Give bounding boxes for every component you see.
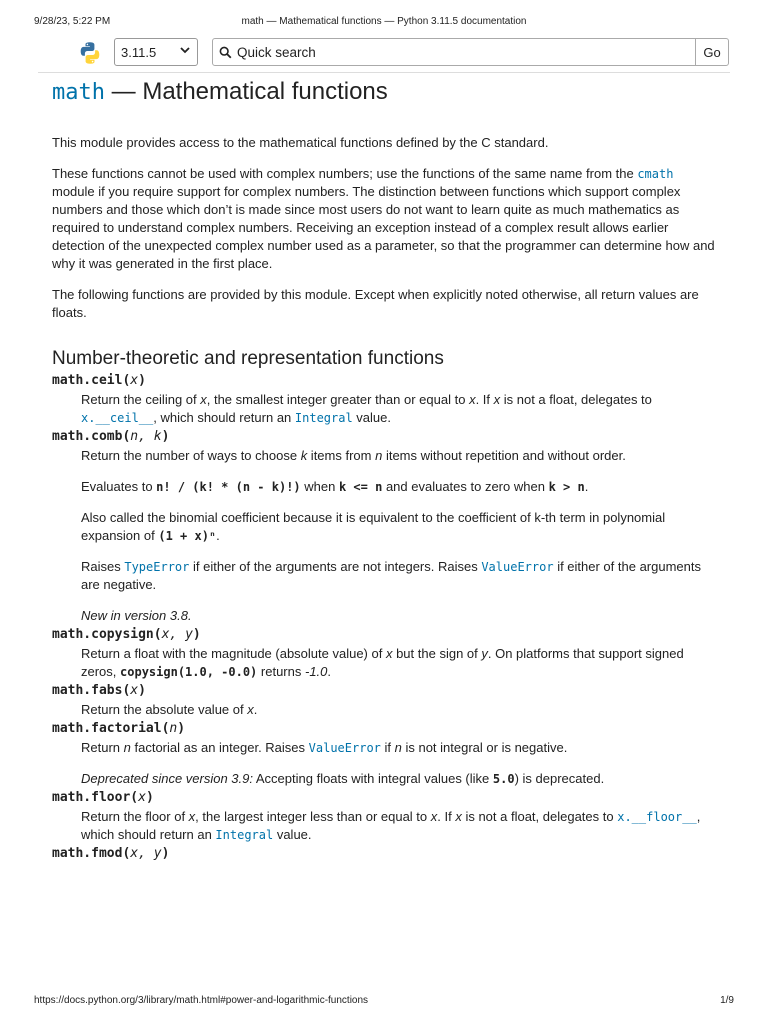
version-select-value: 3.11.5 [121, 45, 157, 60]
signature-fmod: math.fmod(x, y) [52, 846, 170, 861]
go-button[interactable]: Go [695, 38, 729, 66]
python-logo-icon[interactable] [78, 41, 102, 65]
comb-paragraph-3: Also called the binomial coefficient because it is equivalent to the coefficient of k-th term in polynomial expansion of (1 + x)ⁿ. [81, 510, 666, 543]
print-page-number: 1/9 [720, 995, 734, 1006]
main-content [52, 76, 718, 864]
signature-copysign: math.copysign(x, y) [52, 627, 201, 642]
function-floor [52, 788, 718, 844]
section-title: Number-theoretic and representation functions [52, 348, 444, 369]
page-title [52, 76, 718, 109]
factorial-deprecation-note: Deprecated since version 3.9: Accepting floats with integral values (like 5.0) is deprecated. [81, 771, 605, 786]
description-ceil: Return the ceiling of x, the smallest integer greater than or equal to x. If x is not a float, delegates to x.__ceil__, which should return an Integral value. [81, 392, 652, 425]
ceil-dunder-link[interactable]: x.__ceil__ [81, 411, 154, 425]
intro-paragraph-1: This module provides access to the mathematical functions defined by the C standard. [52, 135, 549, 150]
valueerror-link[interactable]: ValueError [481, 560, 554, 574]
description-fabs: Return the absolute value of x. [81, 702, 258, 717]
function-ceil [52, 371, 718, 427]
typeerror-link[interactable]: TypeError [124, 560, 190, 574]
comb-paragraph-1: Return the number of ways to choose k items from n items without repetition and without order. [81, 448, 626, 463]
chevron-down-icon [179, 44, 191, 56]
print-datetime: 9/28/23, 5:22 PM [34, 16, 111, 27]
cmath-link[interactable]: cmath [637, 167, 674, 181]
nav-divider [38, 72, 730, 73]
intro-paragraph-3: The following functions are provided by this module. Except when explicitly noted otherwise, all return values are floats. [52, 287, 699, 320]
search-box [212, 38, 696, 66]
search-icon [219, 46, 232, 59]
comb-version-note: New in version 3.8. [81, 608, 192, 623]
page-title-text: — Mathematical functions [104, 78, 388, 105]
description-factorial [81, 739, 718, 788]
integral-link[interactable]: Integral [215, 828, 274, 842]
print-header [34, 16, 734, 30]
description-copysign: Return a float with the magnitude (absolute value) of x but the sign of y. On platforms that support signed zeros, copysign(1.0, -0.0) returns -1.0. [81, 646, 684, 679]
function-comb [52, 427, 718, 625]
description-comb [81, 447, 718, 625]
signature-fabs: math.fabs(x) [52, 683, 146, 698]
description-floor: Return the floor of x, the largest integer less than or equal to x. If x is not a float, delegates to x.__floor__, which should return an Integral value. [81, 809, 701, 842]
comb-paragraph-4: Raises TypeError if either of the arguments are not integers. Raises ValueError if either of the arguments are negative. [81, 559, 701, 592]
print-title: math — Mathematical functions — Python 3.11.5 documentation [241, 16, 527, 27]
function-fabs [52, 681, 718, 719]
version-select[interactable] [114, 38, 198, 66]
signature-ceil: math.ceil(x) [52, 373, 146, 388]
function-factorial [52, 719, 718, 788]
signature-floor: math.floor(x) [52, 790, 154, 805]
signature-factorial: math.factorial(n) [52, 721, 186, 736]
floor-dunder-link[interactable]: x.__floor__ [617, 810, 697, 824]
intro-paragraph-2: These functions cannot be used with complex numbers; use the functions of the same name from the cmath module if you require support for complex numbers. The distinction between functions which support complex numbers and those which don’t is made since most users do not want to learn quite as much mathematics as required to understand complex numbers. Receiving an exception instead of a complex result allows earlier detection of the unexpected complex number used as a parameter, so that the programmer can determine how and why it was generated in the first place. [52, 166, 715, 271]
top-navigation [78, 38, 730, 68]
print-url: https://docs.python.org/3/library/math.html#power-and-logarithmic-functions [34, 995, 369, 1006]
valueerror-link[interactable]: ValueError [308, 741, 381, 755]
comb-paragraph-2: Evaluates to n! / (k! * (n - k)!) when k <= n and evaluates to zero when k > n. [81, 479, 589, 494]
function-copysign [52, 625, 718, 681]
signature-comb: math.comb(n, k) [52, 429, 170, 444]
factorial-paragraph-1: Return n factorial as an integer. Raises ValueError if n is not integral or is negative. [81, 740, 568, 755]
module-name: math [52, 80, 105, 105]
integral-link[interactable]: Integral [294, 411, 353, 425]
function-fmod [52, 844, 718, 864]
search-input[interactable] [237, 42, 677, 62]
